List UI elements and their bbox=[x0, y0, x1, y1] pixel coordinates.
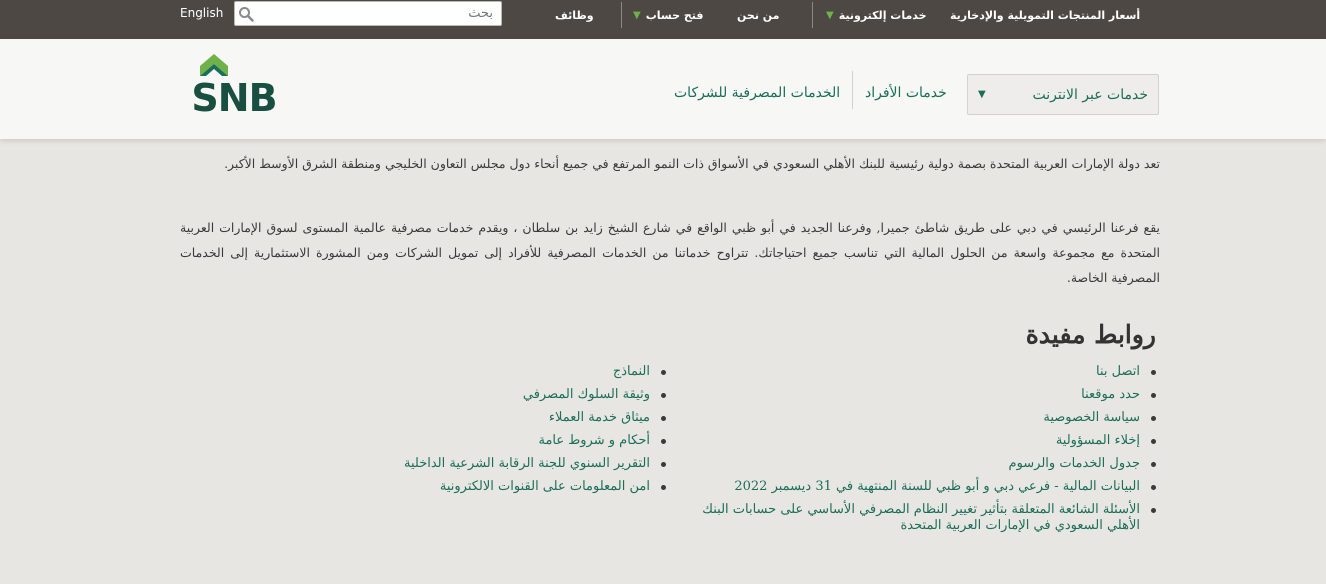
search-input[interactable] bbox=[257, 2, 501, 25]
list-item[interactable]: ميثاق خدمة العملاء bbox=[360, 410, 670, 426]
useful-links-right-list bbox=[690, 364, 1160, 541]
list-item[interactable]: حدد موقعنا bbox=[690, 387, 1160, 403]
search-icon[interactable] bbox=[235, 3, 257, 25]
triangle-down-icon: ▼ bbox=[978, 89, 986, 100]
nav-separator bbox=[621, 2, 622, 28]
search-box bbox=[234, 1, 502, 26]
useful-links-title: روابط مفيدة bbox=[1025, 320, 1156, 349]
nav-separator bbox=[812, 2, 813, 28]
top-utility-bar bbox=[0, 0, 1326, 39]
list-item[interactable]: امن المعلومات على القنوات الالكترونية bbox=[360, 479, 670, 495]
nav-open-account-label: فتح حساب bbox=[645, 8, 704, 22]
main-header bbox=[0, 39, 1326, 139]
header-separator bbox=[852, 71, 853, 109]
nav-e-services-label: خدمات إلكترونية bbox=[838, 8, 927, 22]
online-services-dropdown[interactable] bbox=[967, 74, 1159, 115]
list-item[interactable]: التقرير السنوي للجنة الرقابة الشرعية الداخلية bbox=[360, 456, 670, 472]
nav-e-services[interactable] bbox=[826, 0, 927, 30]
triangle-down-icon: ▼ bbox=[826, 9, 834, 21]
corporate-services-link[interactable]: الخدمات المصرفية للشركات bbox=[674, 85, 841, 101]
list-item[interactable]: النماذج bbox=[360, 364, 670, 380]
list-item[interactable]: إخلاء المسؤولية bbox=[690, 433, 1160, 449]
logo-text: SNB bbox=[191, 76, 277, 114]
list-item[interactable]: سياسة الخصوصية bbox=[690, 410, 1160, 426]
intro-paragraph-2: يقع فرعنا الرئيسي في دبي على طريق شاطئ جميرا, وفرعنا الجديد في أبو ظبي الواقع في شارع الشيخ زايد بن سلطان ، ويقدم خدمات مصرفية عالمية المستوى لسوق الإمارات العربية المتحدة مع مجموعة واسعة من الحلول المالية التي تناسب جميع احتياجاتك. تتراوح خدماتنا من الخدمات المصرفية للأفراد إلى تمويل الشركات ومن المشورة الاستثمارية إلى الخدمات المصرفية الخاصة. bbox=[180, 220, 1160, 285]
personal-services-link[interactable]: خدمات الأفراد bbox=[865, 85, 947, 101]
list-item[interactable]: اتصل بنا bbox=[690, 364, 1160, 380]
language-switch-link[interactable]: English bbox=[180, 6, 224, 20]
nav-jobs[interactable]: وظائف bbox=[555, 8, 594, 22]
triangle-down-icon: ▼ bbox=[633, 9, 641, 21]
list-item[interactable]: جدول الخدمات والرسوم bbox=[690, 456, 1160, 472]
list-item[interactable]: الأسئلة الشائعة المتعلقة بتأثير تغيير النظام المصرفي الأساسي على حسابات البنك الأهلي السعودي في الإمارات العربية المتحدة bbox=[690, 502, 1160, 534]
nav-rates[interactable]: أسعار المنتجات التمويلية والإدخارية bbox=[950, 8, 1141, 22]
snb-logo[interactable] bbox=[178, 54, 290, 114]
list-item[interactable]: وثيقة السلوك المصرفي bbox=[360, 387, 670, 403]
list-item[interactable]: البيانات المالية - فرعي دبي و أبو ظبي للسنة المنتهية في 31 ديسمبر 2022 bbox=[690, 479, 1160, 495]
intro-paragraph-1: تعد دولة الإمارات العربية المتحدة بصمة دولية رئيسية للبنك الأهلي السعودي في الأسواق ذات النمو المرتفع في جميع أنحاء دول مجلس التعاون الخليجي ومنطقة الشرق الأوسط الأكبر. bbox=[224, 156, 1160, 171]
nav-open-account[interactable] bbox=[633, 0, 703, 30]
useful-links-left-list bbox=[360, 364, 670, 502]
list-item[interactable]: أحكام و شروط عامة bbox=[360, 433, 670, 449]
online-services-label: خدمات عبر الانترنت bbox=[1032, 86, 1148, 103]
nav-about[interactable]: من نحن bbox=[737, 8, 780, 22]
